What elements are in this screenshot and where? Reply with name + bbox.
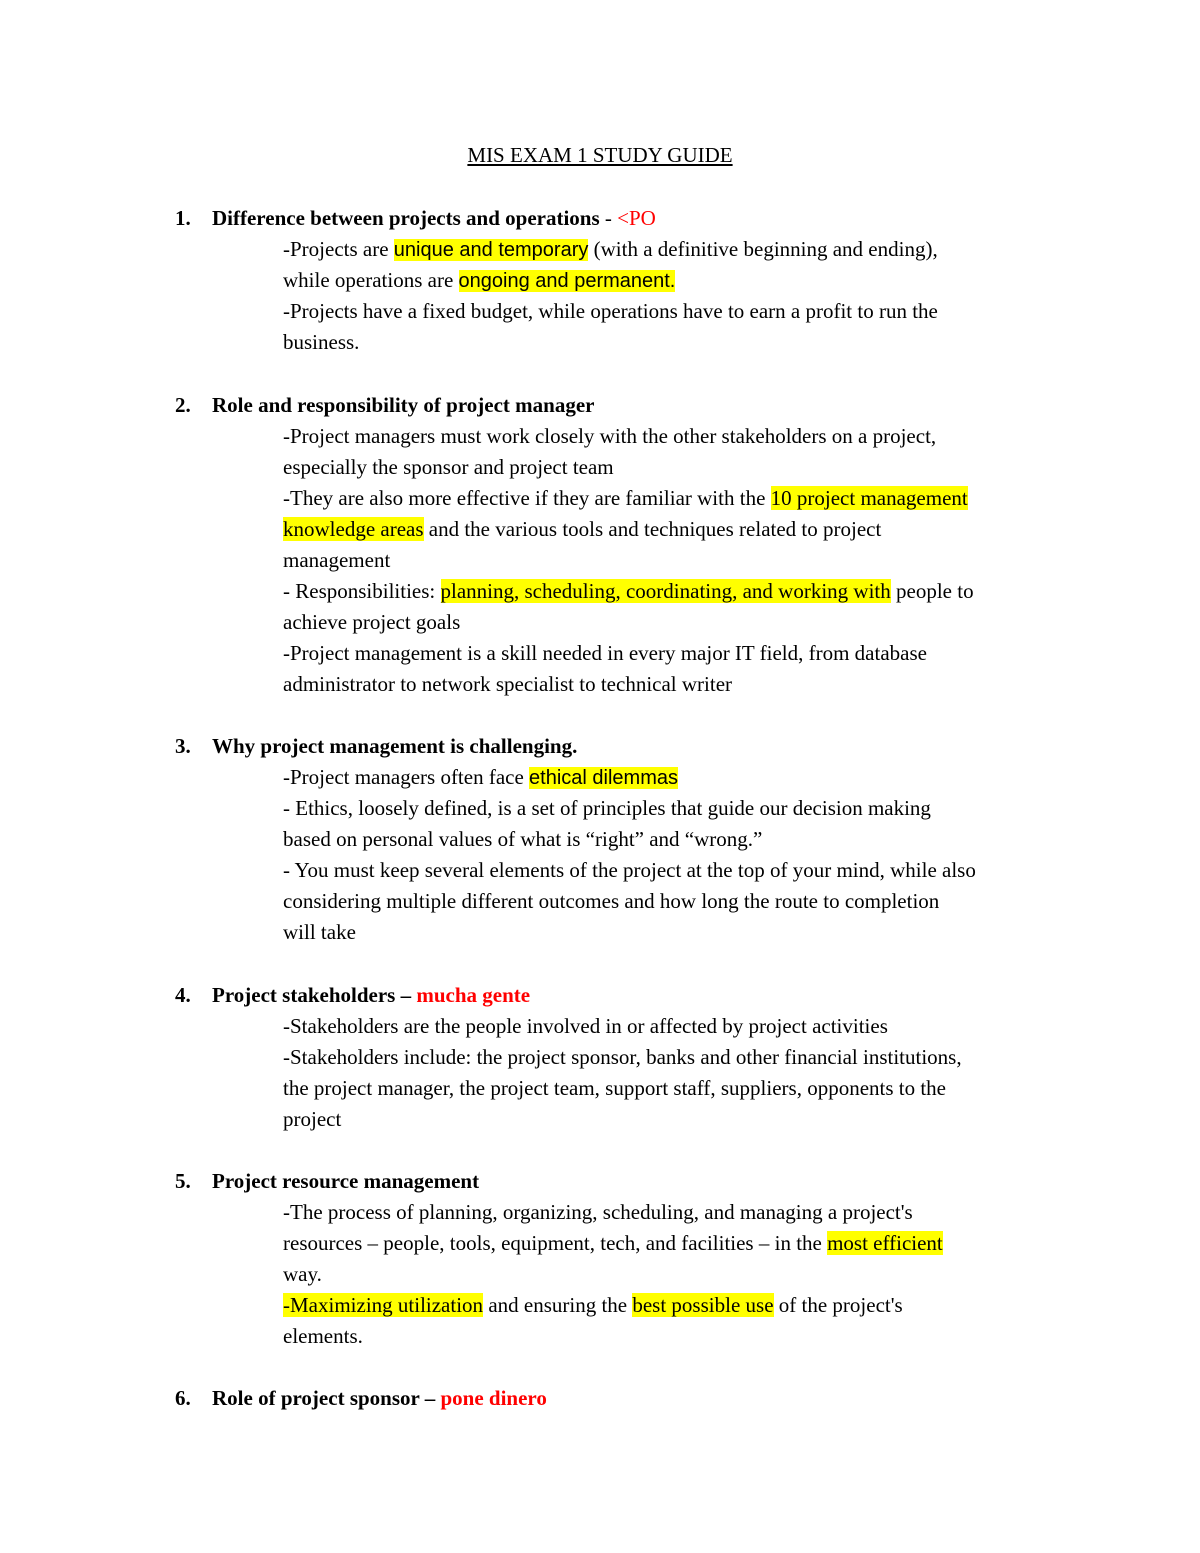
- highlighted-text: best possible use: [632, 1293, 774, 1317]
- text-line: -The process of planning, organizing, scheduling, and managing a project's: [283, 1200, 913, 1224]
- text-line: way.: [283, 1262, 322, 1286]
- text-run: -Project managers often face: [283, 765, 530, 789]
- text-run: -: [283, 1293, 290, 1317]
- section-body: [283, 234, 1073, 358]
- text-run: -They are also more effective if they are familiar with the: [283, 486, 771, 510]
- list-number: 2.: [175, 393, 191, 417]
- text-run: of the project's: [773, 1293, 903, 1317]
- text-run: resources – people, tools, equipment, tech, and facilities – in the: [283, 1231, 828, 1255]
- text-line: project: [283, 1107, 342, 1131]
- text-line: -Projects have a fixed budget, while operations have to earn a profit to run the: [283, 299, 938, 323]
- section-body: [283, 421, 1073, 700]
- highlighted-text: ethical dilemmas: [529, 767, 678, 789]
- text-line: considering multiple different outcomes and how long the route to completion: [283, 889, 940, 913]
- highlighted-text: 10 project management: [770, 486, 968, 510]
- heading-separator: –: [395, 983, 417, 1007]
- heading-text: Why project management is challenging.: [212, 734, 578, 758]
- heading-text: Project stakeholders: [212, 983, 396, 1007]
- section-body: [283, 1197, 1073, 1352]
- section-body: [283, 1011, 1073, 1135]
- text-line: achieve project goals: [283, 610, 461, 634]
- text-line: - Ethics, loosely defined, is a set of principles that guide our decision making: [283, 796, 931, 820]
- text-line: business.: [283, 330, 360, 354]
- text-line: -Project management is a skill needed in every major IT field, from database: [283, 641, 927, 665]
- text-line: [283, 483, 1073, 514]
- text-line: [283, 234, 1073, 265]
- page-title: MIS EXAM 1 STUDY GUIDE: [467, 143, 733, 167]
- highlighted-text: Maximizing utilization: [290, 1293, 484, 1317]
- heading-separator: -: [599, 206, 618, 230]
- heading-text: Role and responsibility of project manager: [212, 393, 595, 417]
- text-run: and the various tools and techniques related to project: [423, 517, 882, 541]
- highlighted-text: planning, scheduling, coordinating, and working with: [440, 579, 891, 603]
- heading-text: Role of project sponsor: [212, 1386, 420, 1410]
- list-number: 1.: [175, 206, 191, 230]
- heading-separator: –: [419, 1386, 441, 1410]
- list-number: 6.: [175, 1386, 191, 1410]
- text-line: [283, 265, 1073, 296]
- text-line: administrator to network specialist to technical writer: [283, 672, 733, 696]
- text-line: [283, 576, 1073, 607]
- list-number: 4.: [175, 983, 191, 1007]
- red-note: <PO: [617, 206, 656, 230]
- text-line: -Stakeholders are the people involved in or affected by project activities: [283, 1014, 888, 1038]
- text-line: [283, 514, 1073, 545]
- section-heading: [175, 203, 656, 234]
- text-line: [283, 762, 1073, 793]
- text-line: management: [283, 548, 391, 572]
- heading-text: Project resource management: [212, 1169, 480, 1193]
- list-number: 5.: [175, 1169, 191, 1193]
- text-run: people to: [890, 579, 974, 603]
- highlighted-text: most efficient: [827, 1231, 943, 1255]
- highlighted-text: unique and temporary: [393, 239, 589, 261]
- text-run: - Responsibilities:: [283, 579, 441, 603]
- text-run: while operations are: [283, 268, 459, 292]
- red-note: pone dinero: [440, 1386, 547, 1410]
- text-line: -Stakeholders include: the project sponsor, banks and other financial institutions,: [283, 1045, 962, 1069]
- section-heading: [175, 980, 530, 1011]
- text-line: based on personal values of what is “right” and “wrong.”: [283, 827, 763, 851]
- highlighted-text: knowledge areas: [283, 517, 424, 541]
- list-number: 3.: [175, 734, 191, 758]
- section-heading: [175, 731, 577, 762]
- text-line: -Project managers must work closely with the other stakeholders on a project,: [283, 424, 937, 448]
- text-line: elements.: [283, 1324, 363, 1348]
- heading-text: Difference between projects and operations: [212, 206, 600, 230]
- text-line: will take: [283, 920, 356, 944]
- text-line: especially the sponsor and project team: [283, 455, 614, 479]
- section-heading: [175, 1383, 547, 1414]
- section-heading: [175, 390, 594, 421]
- text-line: [283, 1290, 1073, 1321]
- text-line: - You must keep several elements of the project at the top of your mind, while also: [283, 858, 976, 882]
- text-run: and ensuring the: [483, 1293, 633, 1317]
- highlighted-text: ongoing and permanent.: [458, 270, 676, 292]
- section-heading: [175, 1166, 479, 1197]
- section-body: [283, 762, 1073, 948]
- text-line: [283, 1228, 1073, 1259]
- text-run: -Projects are: [283, 237, 394, 261]
- red-note: mucha gente: [416, 983, 531, 1007]
- text-run: (with a definitive beginning and ending),: [588, 237, 938, 261]
- text-line: the project manager, the project team, support staff, suppliers, opponents to the: [283, 1076, 947, 1100]
